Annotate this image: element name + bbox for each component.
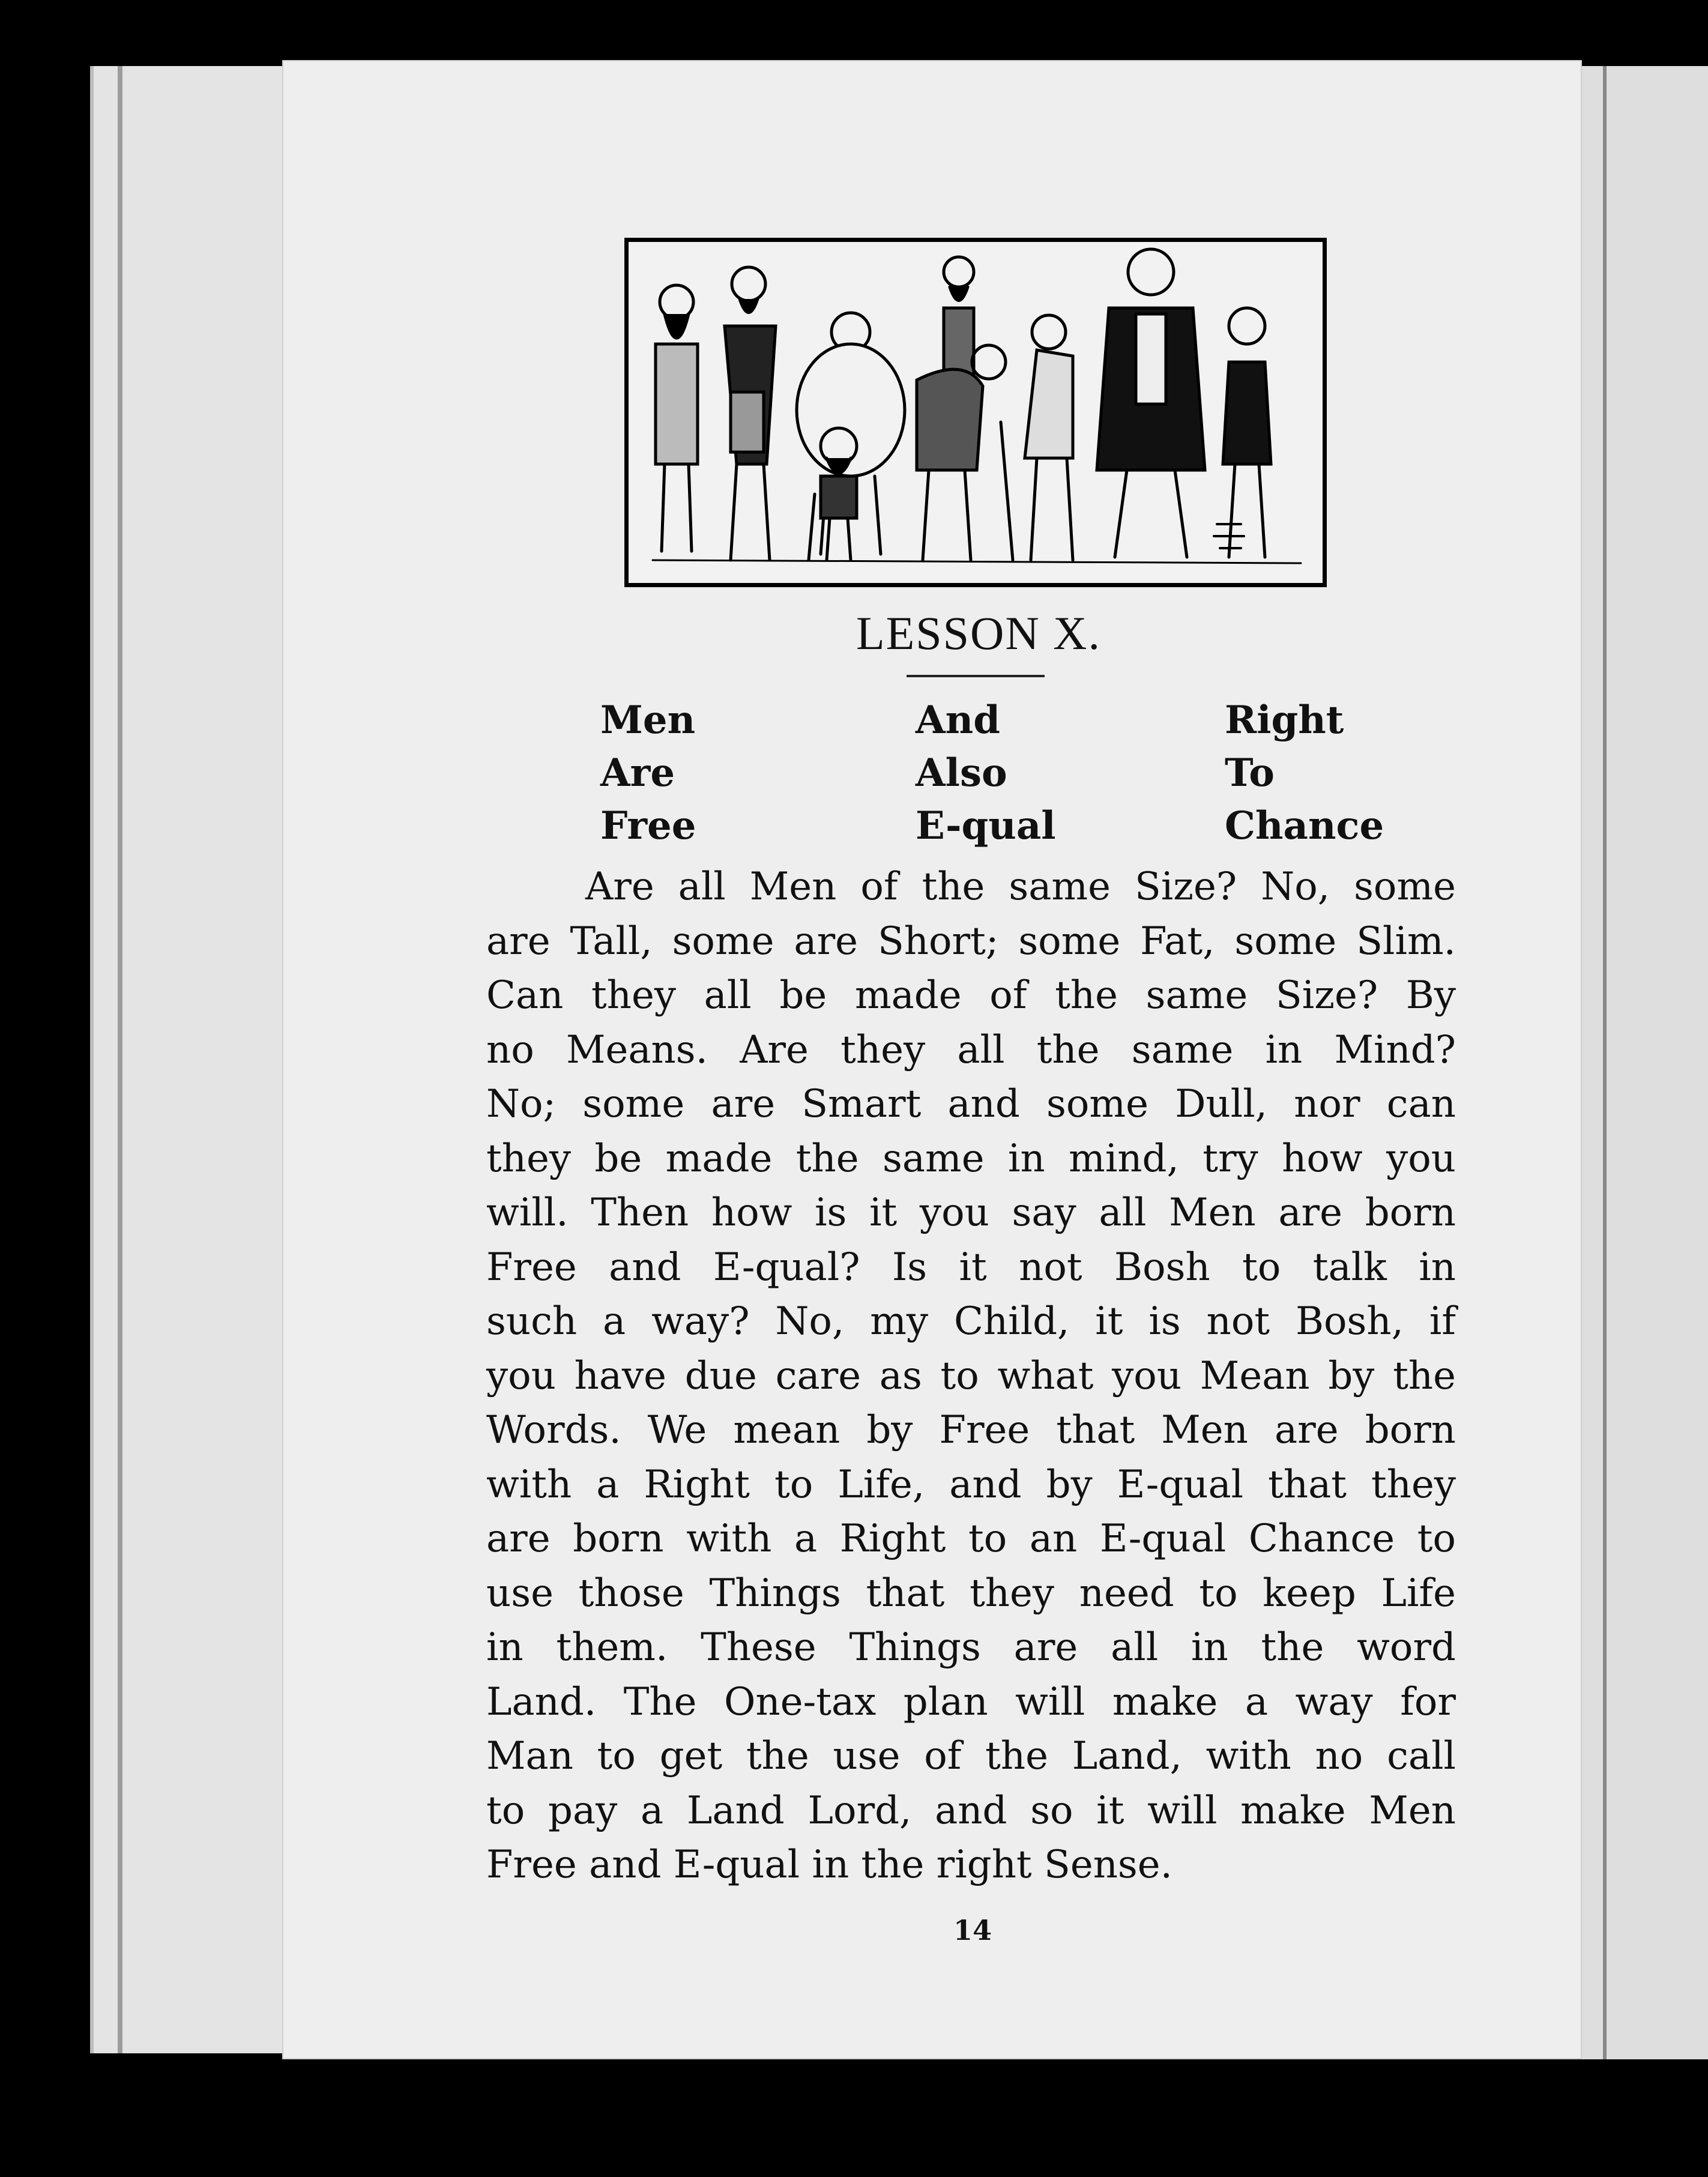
lesson-title: LESSON X. (856, 607, 1102, 659)
text-line: to pay a Land Lord, and so it will make Men (486, 1788, 1456, 1833)
text-line: Free and E-qual in the right Sense. (486, 1843, 1172, 1887)
motto-word: Right (1225, 698, 1344, 743)
text-line: are Tall, some are Short; some Fat, some Slim. (486, 919, 1456, 964)
lesson-body-text (486, 860, 1456, 1892)
motto-column-1 (600, 694, 696, 853)
text-line: Free and E-qual? Is it not Bosh to talk in (486, 1245, 1456, 1290)
text-line: with a Right to Life, and by E-qual that they (486, 1462, 1456, 1507)
text-line: use those Things that they need to keep Life (486, 1571, 1456, 1616)
motto-word: Men (600, 698, 696, 743)
motto-word: To (1225, 750, 1275, 796)
text-line: are born with a Right to an E-qual Chance to (486, 1517, 1456, 1561)
text-line: No; some are Smart and some Dull, nor can (486, 1082, 1456, 1126)
lesson-illustration (624, 238, 1327, 587)
title-divider (907, 675, 1045, 677)
motto-word: E-qual (916, 803, 1056, 848)
men-figures-drawing (629, 242, 1323, 583)
motto-column-2 (916, 694, 1056, 853)
text-line: you have due care as to what you Mean by the (486, 1353, 1456, 1398)
text-line: in them. These Things are all in the word (486, 1625, 1456, 1670)
text-line: will. Then how is it you say all Men are born (486, 1191, 1456, 1235)
page-number: 14 (953, 1914, 992, 1946)
text-line: they be made the same in mind, try how you (486, 1136, 1456, 1181)
motto-word: Free (600, 803, 696, 848)
text-line: Are all Men of the same Size? No, some (585, 865, 1456, 909)
motto-word: Chance (1225, 803, 1384, 848)
motto-column-3 (1225, 694, 1384, 853)
page-edge-line (1603, 66, 1607, 2059)
text-line: such a way? No, my Child, it is not Bosh, if (486, 1299, 1456, 1344)
text-line: Words. We mean by Free that Men are born (486, 1408, 1456, 1452)
text-line: no Means. Are they all the same in Mind? (486, 1027, 1456, 1072)
text-line: Man to get the use of the Land, with no call (486, 1734, 1456, 1778)
motto-word: And (916, 698, 1000, 743)
motto-word: Are (600, 750, 675, 796)
text-line: Land. The One-tax plan will make a way for (486, 1679, 1456, 1724)
cover-edge (118, 66, 122, 2053)
next-page-edge (1573, 66, 1708, 2059)
motto-word: Also (916, 750, 1007, 796)
text-line: Can they all be made of the same Size? By (486, 973, 1456, 1018)
